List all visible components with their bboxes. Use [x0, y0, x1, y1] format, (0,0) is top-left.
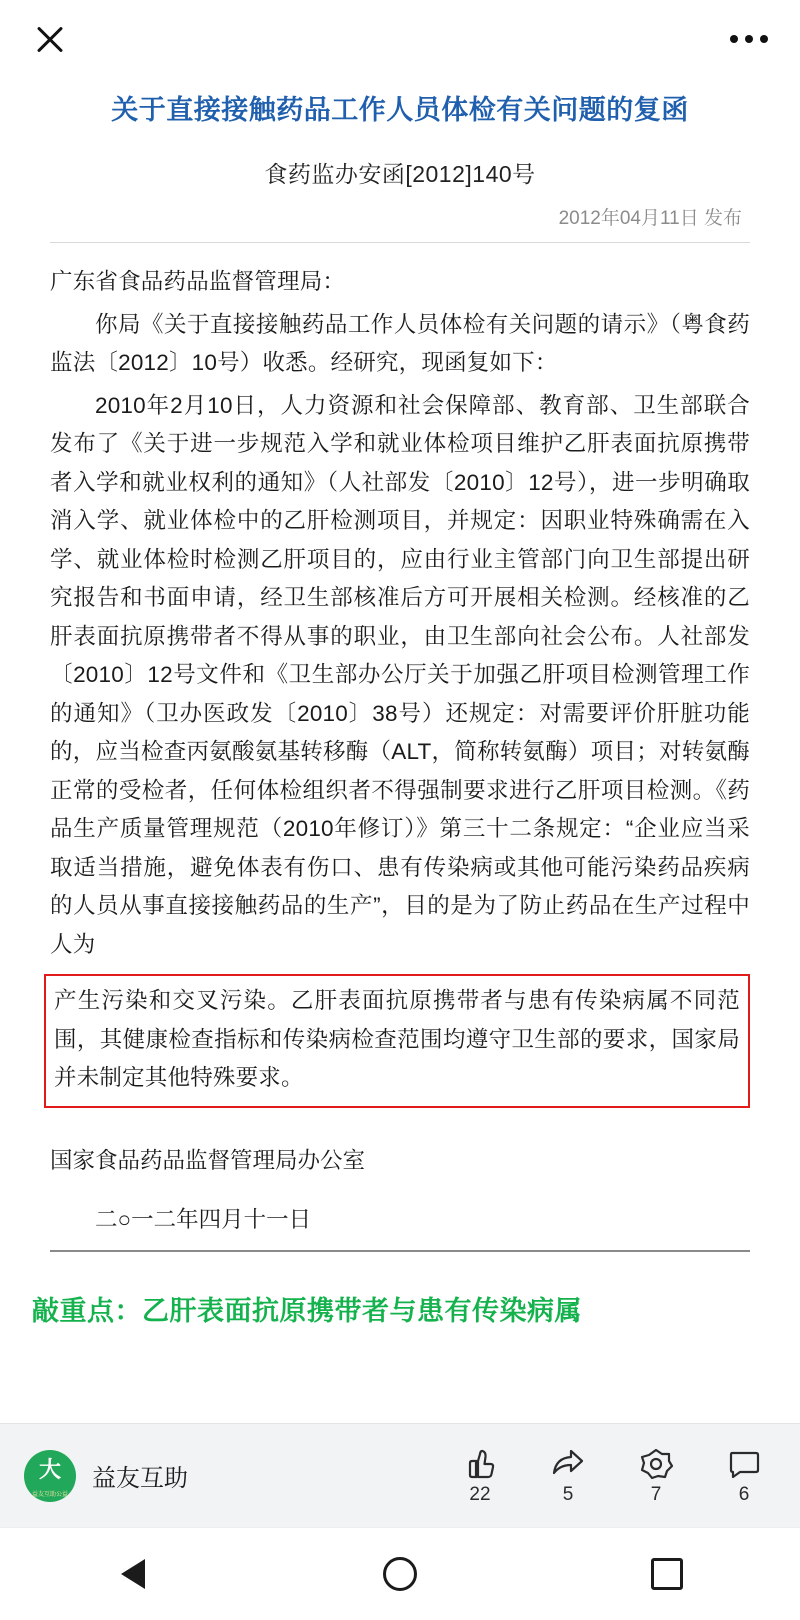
nav-home-button[interactable]: [355, 1546, 445, 1602]
document-paragraph: 你局《关于直接接触药品工作人员体检有关问题的请示》（粤食药监法〔2012〕10号）收悉。经研究，现函复如下：: [50, 311, 750, 375]
top-bar: [0, 0, 800, 78]
avatar-figure-icon: 大: [38, 1456, 62, 1482]
document-body: [50, 263, 750, 1108]
avatar-brand-text: 益友互助公益: [31, 1491, 69, 1498]
comment-bubble-icon: [726, 1446, 762, 1480]
wow-count: 7: [650, 1483, 662, 1505]
document-paragraph: 广东省食品药品监督管理局：: [50, 269, 346, 294]
share-count: 5: [562, 1483, 574, 1505]
wow-flower-icon: [638, 1446, 674, 1480]
highlighted-passage: [44, 974, 750, 1108]
document-publish-date: 2012年04月11日 发布: [50, 203, 750, 243]
document-paragraph: 2010年2月10日，人力资源和社会保障部、教育部、卫生部联合发布了《关于进一步规范入学和就业体检项目维护乙肝表面抗原携带者入学和就业权利的通知》（人社部发〔2010〕12号），进一步明确取消入学、就业体检中的乙肝检测项目，并规定：因职业特殊确需在入学、就业体检时检测乙肝项目的，应由行业主管部门向卫生部提出研究报告和书面申请，经卫生部核准后方可开展相关检测。经核准的乙肝表面抗原携带者不得从事的职业，由卫生部向社会公布。人社部发〔2010〕12号文件和《卫生部办公厅关于加强乙肝项目检测管理工作的通知》（卫办医政发〔2010〕38号）还规定：对需要评价肝脏功能的，应当检查丙氨酸氨基转移酶（ALT，简称转氨酶）项目；对转氨酶正常的受检者，任何体检组织者不得强制要求进行乙肝项目检测。《药品生产质量管理规范（2010年修订）》第三十二条规定：“企业应当采取适当措施，避免体表有伤口、患有传染病或其他可能污染药品疾病的人员从事直接接触药品的生产”，目的是为了防止药品在生产过程中人为: [50, 392, 750, 957]
account-name: 益友互助: [92, 1465, 188, 1492]
avatar[interactable]: [24, 1450, 76, 1502]
document-number: 食药监办安函[2012]140号: [264, 161, 536, 187]
action-bar: [0, 1423, 800, 1527]
action-buttons: [458, 1446, 772, 1506]
official-document-card: [26, 78, 774, 1252]
system-nav-bar: [0, 1527, 800, 1620]
comment-count: 6: [738, 1483, 750, 1505]
home-circle-icon: [383, 1557, 417, 1591]
share-button[interactable]: [546, 1446, 590, 1506]
document-title: 关于直接接触药品工作人员体检有关问题的复函: [111, 95, 689, 125]
recents-square-icon: [651, 1558, 683, 1590]
back-triangle-icon: [121, 1559, 145, 1589]
document-paragraph-highlighted: 产生污染和交叉污染。乙肝表面抗原携带者与患有传染病属不同范围，其健康检查指标和传染病检查范围均遵守卫生部的要求，国家局并未制定其他特殊要求。: [54, 988, 740, 1090]
like-button[interactable]: [458, 1446, 502, 1506]
thumbs-up-icon: [462, 1446, 498, 1480]
wow-button[interactable]: [634, 1446, 678, 1506]
key-point-text: 敲重点：乙肝表面抗原携带者与患有传染病属: [32, 1295, 582, 1326]
nav-back-button[interactable]: [88, 1546, 178, 1602]
more-options-icon[interactable]: [728, 25, 770, 53]
comment-button[interactable]: [722, 1446, 766, 1506]
account-info[interactable]: [24, 1450, 188, 1502]
nav-recents-button[interactable]: [622, 1546, 712, 1602]
document-signature: 国家食品药品监督管理局办公室: [50, 1147, 366, 1173]
close-icon[interactable]: [30, 19, 70, 59]
document-signature-date: 二○一二年四月十一日: [50, 1202, 750, 1252]
like-count: 22: [469, 1483, 491, 1505]
share-arrow-icon: [549, 1446, 587, 1480]
article-content: [0, 78, 800, 1423]
